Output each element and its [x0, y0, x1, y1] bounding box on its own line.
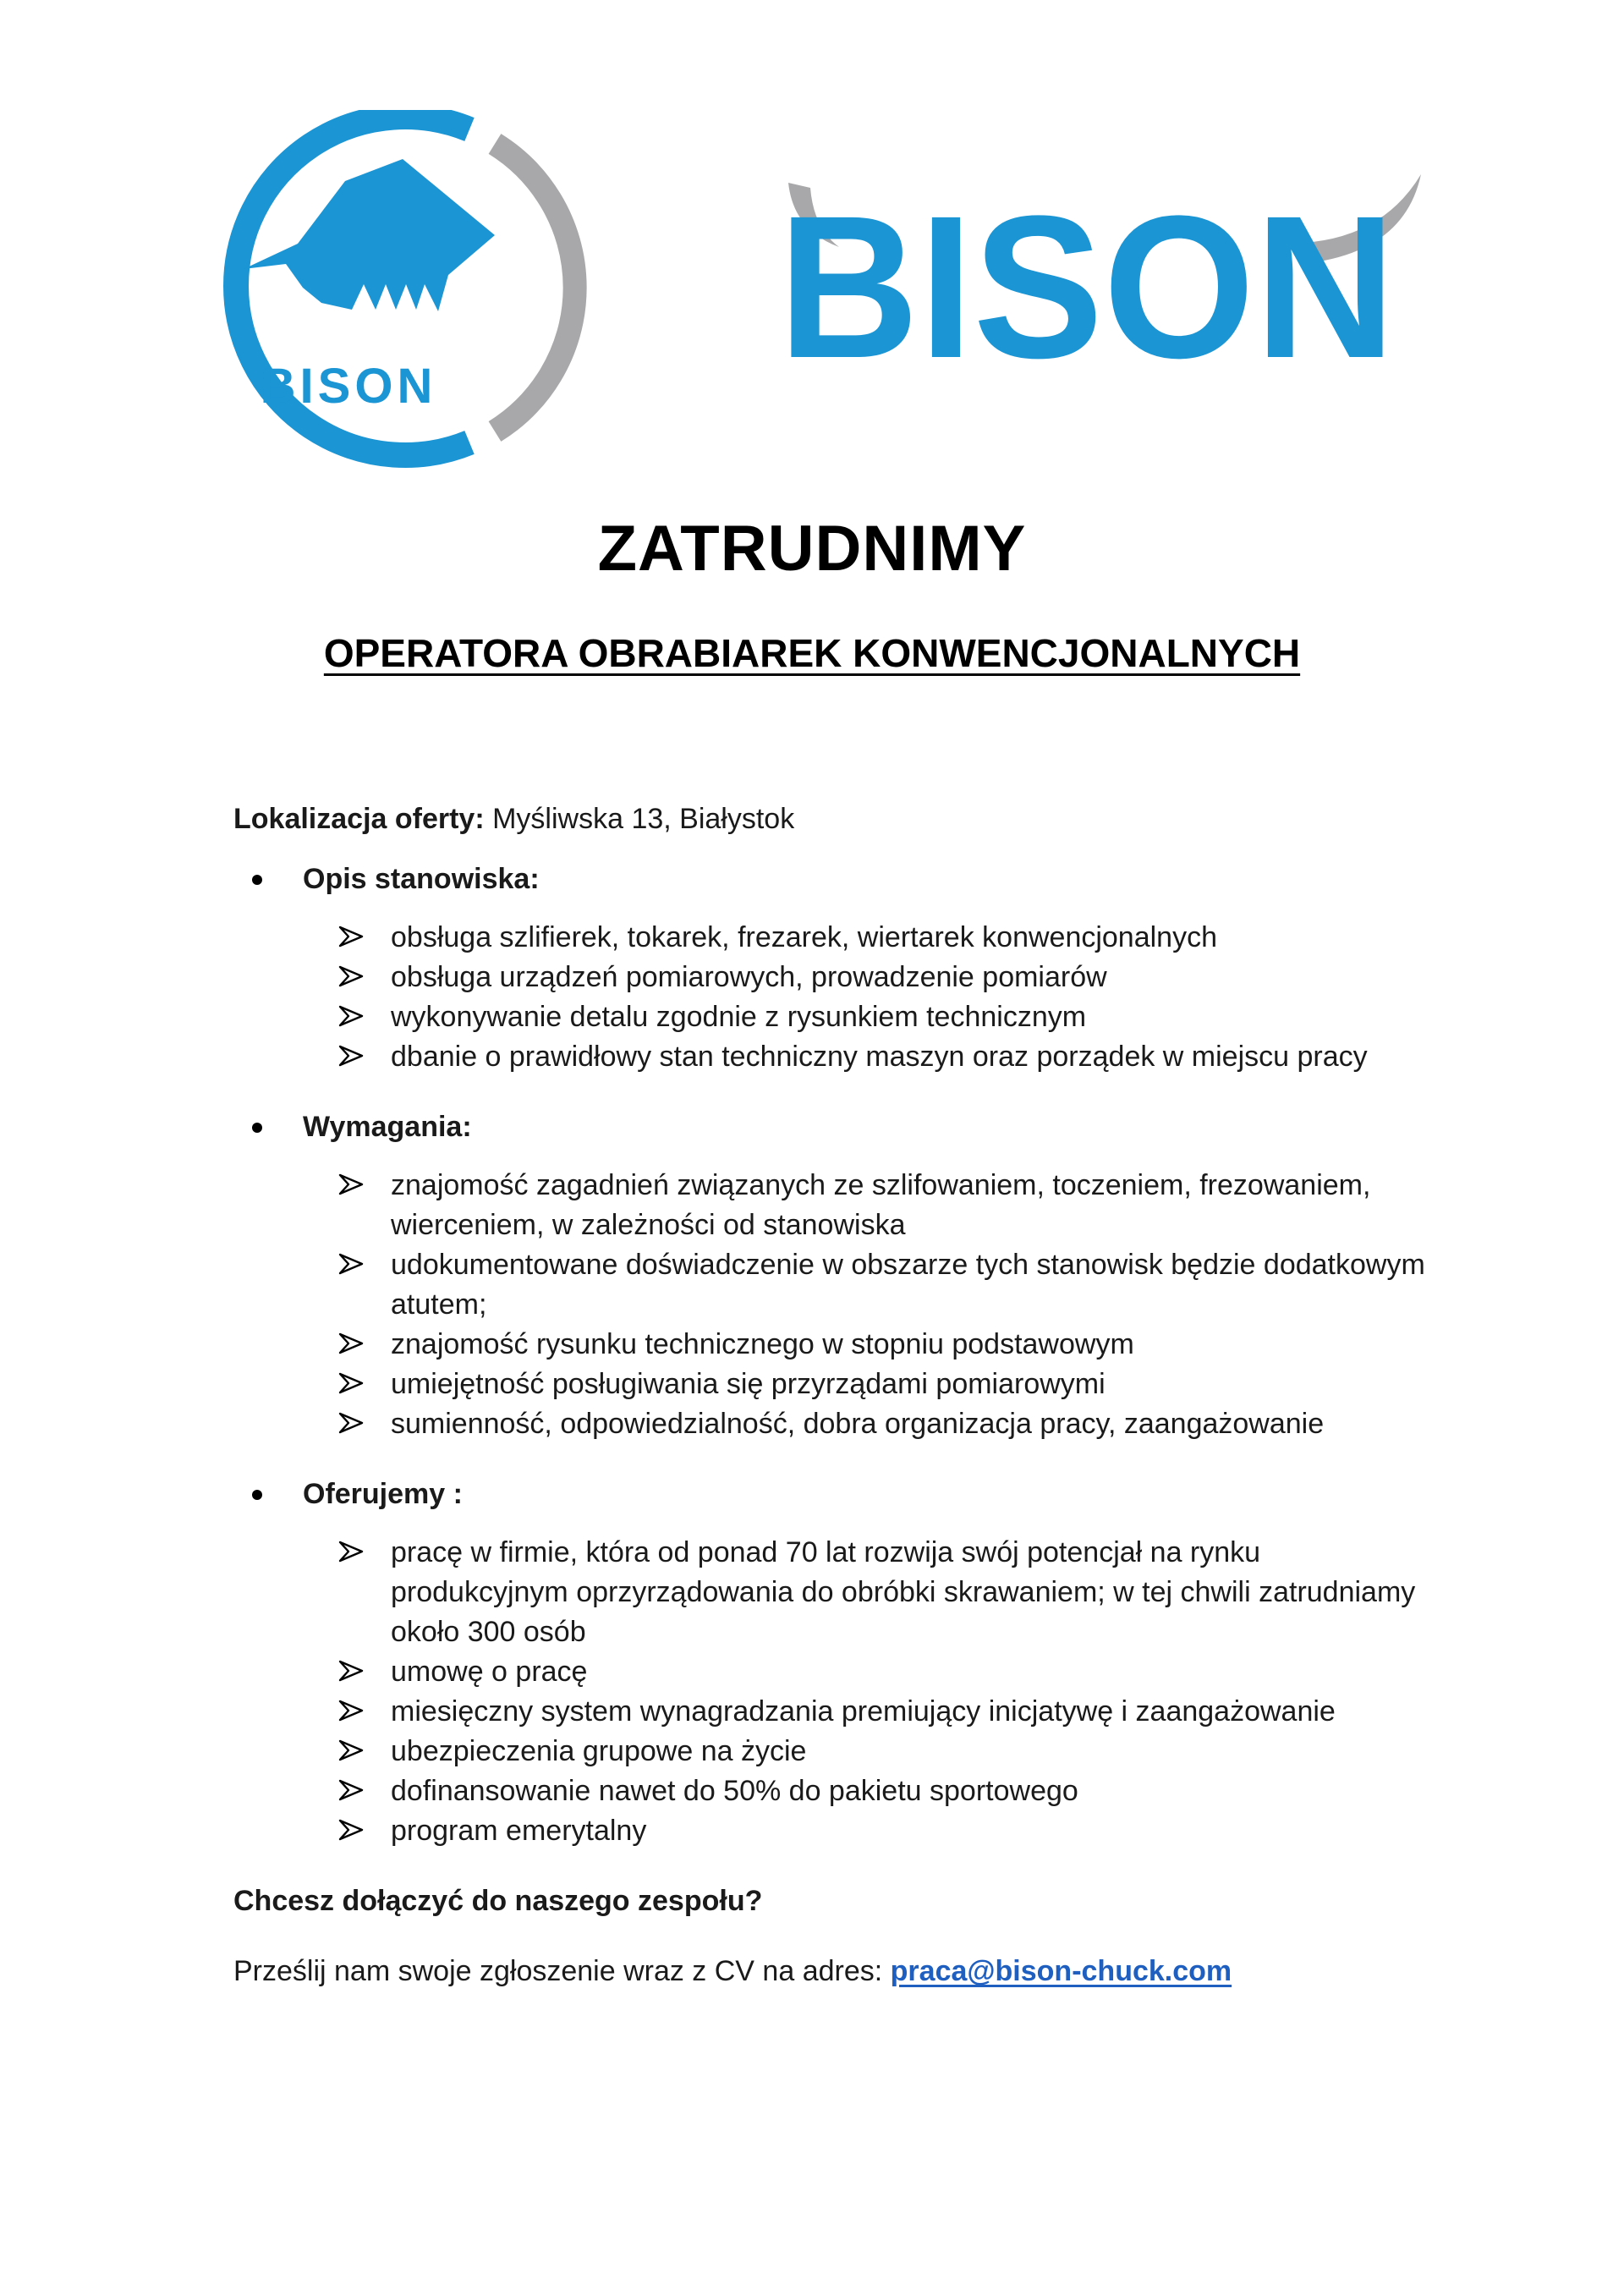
location-label: Lokalizacja oferty: — [233, 803, 485, 835]
oferujemy-list — [233, 1533, 1435, 1851]
job-offer-body — [233, 799, 1435, 1991]
arrow-bullet-icon — [338, 1739, 364, 1761]
list-item: znajomość rysunku technicznego w stopniu podstawowym — [233, 1325, 1435, 1365]
emblem-text: BISON — [260, 359, 437, 414]
arrow-bullet-icon — [338, 1541, 364, 1563]
emblem-gray-ring — [495, 144, 575, 431]
list-item: wykonywanie detalu zgodnie z rysunkiem technicznym — [233, 997, 1435, 1037]
list-item: udokumentowane doświadczenie w obszarze tych stanowisk będzie dodatkowym atutem; — [233, 1245, 1435, 1325]
job-title: OPERATORA OBRABIAREK KONWENCJONALNYCH — [323, 631, 1301, 675]
bullet-icon — [252, 1123, 262, 1133]
list-item: obsługa szlifierek, tokarek, frezarek, wiertarek konwencjonalnych — [233, 918, 1435, 958]
list-item: miesięczny system wynagradzania premiujący inicjatywę i zaangażowanie — [233, 1692, 1435, 1732]
arrow-bullet-icon — [338, 1173, 364, 1195]
arrow-bullet-icon — [338, 1253, 364, 1275]
wymagania-list — [233, 1166, 1435, 1444]
arrow-bullet-icon — [338, 1412, 364, 1434]
bison-logo — [203, 110, 1438, 482]
arrow-bullet-icon — [338, 926, 364, 948]
arrow-bullet-icon — [338, 1372, 364, 1394]
section-heading-label: Oferujemy : — [303, 1478, 463, 1510]
section-heading-label: Opis stanowiska: — [303, 863, 540, 895]
section-heading-opis — [233, 860, 1435, 899]
page-title: ZATRUDNIMY — [597, 513, 1027, 585]
call-to-action: Chcesz dołączyć do naszego zespołu? — [233, 1885, 763, 1917]
list-item: pracę w firmie, która od ponad 70 lat rozwija swój potencjał na rynku produkcyjnym oprzyrządowania do obróbki skrawaniem; w tej chwili zatrudniamy około 300 osób — [233, 1533, 1435, 1652]
list-item: obsługa urządzeń pomiarowych, prowadzenie pomiarów — [233, 958, 1435, 997]
list-item: dbanie o prawidłowy stan techniczny maszyn oraz porządek w miejscu pracy — [233, 1037, 1435, 1077]
send-text: Prześlij nam swoje zgłoszenie wraz z CV na adres: — [233, 1955, 883, 1987]
list-item: znajomość zagadnień związanych ze szlifowaniem, toczeniem, frezowaniem, wierceniem, w zależności od stanowiska — [233, 1166, 1435, 1245]
section-heading-oferujemy — [233, 1475, 1435, 1514]
bison-logo-graphic — [203, 110, 1438, 482]
location-line — [233, 799, 1435, 839]
arrow-bullet-icon — [338, 1700, 364, 1722]
application-instructions — [233, 1952, 1435, 1991]
bullet-icon — [252, 875, 262, 885]
opis-list — [233, 918, 1435, 1077]
arrow-bullet-icon — [338, 1332, 364, 1354]
bison-wordmark: BISON — [778, 173, 1396, 400]
email-link[interactable]: praca@bison-chuck.com — [890, 1955, 1232, 1987]
arrow-bullet-icon — [338, 1660, 364, 1682]
arrow-bullet-icon — [338, 1045, 364, 1067]
list-item: sumienność, odpowiedzialność, dobra organizacja pracy, zaangażowanie — [233, 1404, 1435, 1444]
arrow-bullet-icon — [338, 1819, 364, 1841]
arrow-bullet-icon — [338, 1005, 364, 1027]
list-item: dofinansowanie nawet do 50% do pakietu sportowego — [233, 1771, 1435, 1811]
section-heading-wymagania — [233, 1107, 1435, 1147]
list-item: umiejętność posługiwania się przyrządami pomiarowymi — [233, 1365, 1435, 1404]
list-item: umowę o pracę — [233, 1652, 1435, 1692]
arrow-bullet-icon — [338, 965, 364, 987]
list-item: program emerytalny — [233, 1811, 1435, 1851]
location-value: Myśliwska 13, Białystok — [492, 803, 795, 835]
section-heading-label: Wymagania: — [303, 1111, 472, 1143]
list-item: ubezpieczenia grupowe na życie — [233, 1732, 1435, 1771]
bullet-icon — [252, 1490, 262, 1500]
arrow-bullet-icon — [338, 1779, 364, 1801]
